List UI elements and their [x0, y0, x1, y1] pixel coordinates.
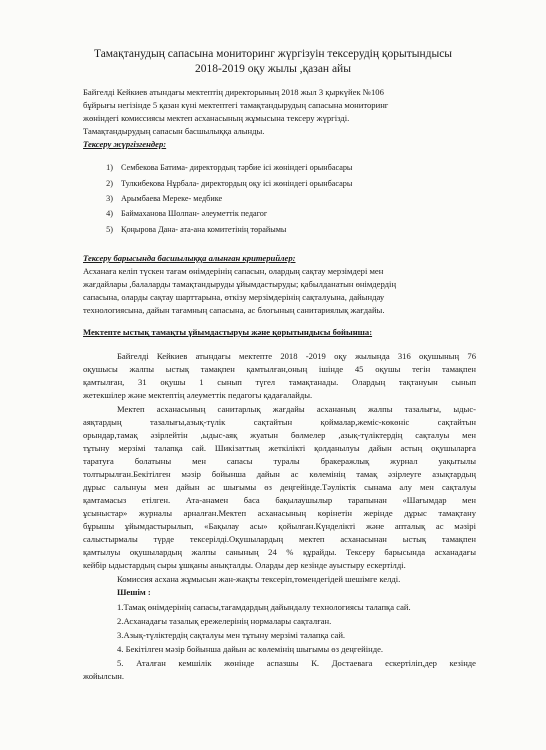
para2-line: ұсыныстар» журналы арналған.Мектеп асханасының көрінетін жерінде дұрыс тамақтану: [83, 508, 476, 518]
para1-line: Байгелді Кейкиев атындағы мектепте 2018 -2019 оқу жылында 316 оқушының 76: [117, 351, 476, 361]
decision-item: 5. Аталған кемшілік жөнінде аспазшы К. Достаевага ескертіліп,дер кезінде: [117, 658, 476, 668]
decision-item: 2.Асханадағы тазалық ережелерінің нормалары сақталған.: [117, 616, 332, 626]
decision-item: 1.Тамақ өнімдерінің сапасы,тағамдардың дайындалу технологиясы талапқа сай.: [117, 602, 411, 612]
para2-line: орындар,тамақ әзірлейтін ,ыдыс-аяқ жуатын бөлмелер ,азық-түліктердің сақталуы мен: [83, 430, 476, 440]
para2-line: Мектеп асханасының санитарлық жағдайы асхананың жалпы тазалығы, ыдыс-: [117, 404, 476, 414]
para2-line: таратуға болатыны мен сапасы туралы бракеражлық журнал уақытылы: [83, 456, 476, 466]
inspector-text: Сембекова Батима- директордың тәрбие ісі жөніндегі орынбасары: [121, 163, 353, 172]
decision-item-continuation: жойылсын.: [83, 671, 125, 681]
criteria-line: Асханаға келіп түскен тағам өнімдерінің сапасын, олардың сақтау мерзімдері мен: [83, 266, 384, 276]
inspector-number: 3): [106, 194, 113, 203]
para2-line: толтырылған.Бекітілген мәзір бойынша дайын ас көлемінің тамақ әзірлеуге азықтардың: [83, 469, 476, 479]
inspector-item: [95, 179, 352, 188]
inspector-number: 2): [106, 179, 113, 188]
decision-item: 3.Азық-түліктердің сақталуы мен тұтыну мерзімі талапқа сай.: [117, 630, 346, 640]
para2-line: тұтыну мерзімі талапқа сай. Шикізаттың жеткілікті қолданылуы дайын астың оқушыларға: [83, 443, 476, 453]
para2-line: кейбір ыдыстардың сыры ұшқаны анықталды. Оларды дер кезінде ауыстыру ескертілді.: [83, 560, 406, 570]
inspector-text: Қоңырова Дана- ата-ана комитетінің төрайымы: [121, 225, 287, 234]
intro-line: Тамақтандырудың сапасын басшылыққа алынды.: [83, 126, 265, 136]
hot-meals-heading: Мектепте ыстық тамақты ұйымдастыруы және қорытындысы бойынша:: [83, 327, 373, 337]
decision-heading: Шешім :: [117, 587, 151, 597]
document-title-line1: Тамақтанудың сапасына мониторинг жүргізуін тексерудің қорытындысы: [93, 48, 453, 60]
para1-line: оқушысы жалпы ыстық тамақпен қамтылған,оның ішінде 45 оқушы тегін тамақпен: [83, 364, 476, 374]
inspector-text: Тулкибекова Нұрбала- директордың оқу ісі жөніндегі орынбасары: [121, 179, 353, 188]
criteria-line: технологиясына, дайын тағамның сапасына, ас блогының санитариялық жағдайы.: [83, 305, 385, 315]
para2-line: салыстырмалы түрде тексерілді.Оқушылардың мектеп асханасынан ыстық тамақпен: [83, 534, 476, 544]
inspectors-heading: Тексеру жүргізгендер:: [83, 139, 167, 149]
document-title-line2: 2018-2019 оқу жылы ,қазан айы: [195, 63, 351, 75]
inspector-number: 5): [106, 225, 113, 234]
inspector-item: [95, 225, 286, 234]
inspector-text: Арымбаева Мереке- медбике: [121, 194, 223, 203]
intro-line: жөніндегі комиссиясы мектеп асханасының жұмысына тексеру жүргізді.: [83, 113, 350, 123]
para2-line: қамтамасыз етілген. Ата-анамен баса бақылаушылыр тарапынан «Шағымдар мен: [83, 495, 476, 505]
inspector-number: 4): [106, 209, 113, 218]
criteria-line: жағдайлары ,балаларды тамақтандыруды ұйымдастыруды; қабылданатын өнімдердің: [83, 279, 397, 289]
para2-line: бұрышы ұйымдастырылып, «Бақылау асы» қойылған.Күнделікті және апталық ас мәзірі: [83, 521, 476, 531]
inspector-item: [95, 194, 222, 203]
inspector-number: 1): [106, 163, 113, 172]
criteria-heading: Тексеру барысында басшылыққа алынған критерийлер:: [83, 253, 296, 263]
para1-line: жетекшілер және мектептің әлеуметтік педагогы қадағалайды.: [83, 390, 313, 400]
commission-note: Комиссия асхана жұмысын жан-жақты тексеріп,төмендегідей шешімге келді.: [117, 574, 401, 584]
para2-line: дұрыс салынуы мен дайын ас шығымы өз деңгейінде.Тәуліктік сынама алу мен сақталуы: [83, 482, 476, 492]
criteria-line: сапасына, оларды сақтау шарттарына, өткізу мерзімдерінің сақталуына, дайындау: [83, 292, 385, 302]
para1-line: қамтылған, 31 оқушы 1 сынып түгел тамақтанады. Олардың тақтануын сынып: [83, 377, 476, 387]
decision-item: 4. Бекітілген мәзір бойынша дайын ас көлемінің шығымы өз деңгейінде.: [117, 644, 384, 654]
para2-line: аяқтардың тазалығы,азық-түлік сақтайтын қоймалар,жеміс-көкөніс сақтайтын: [83, 417, 476, 427]
inspector-item: [95, 163, 352, 172]
inspector-text: Баймаханова Шолпан- әлеуметтік педагог: [121, 209, 268, 218]
inspector-item: [95, 209, 267, 218]
intro-line: Байгелді Кейкиев атындағы мектептің директорының 2018 жыл 3 қыркүйек №106: [83, 87, 384, 97]
para2-line: қамтылуы оқушылардың жалпы санының 24 % құрайды. Тексеру барысында асханадағы: [83, 547, 476, 557]
intro-line: бұйрығы негізінде 5 қазан күні мектептегі тамақтандырудың сапасына мониторинг: [83, 100, 389, 110]
